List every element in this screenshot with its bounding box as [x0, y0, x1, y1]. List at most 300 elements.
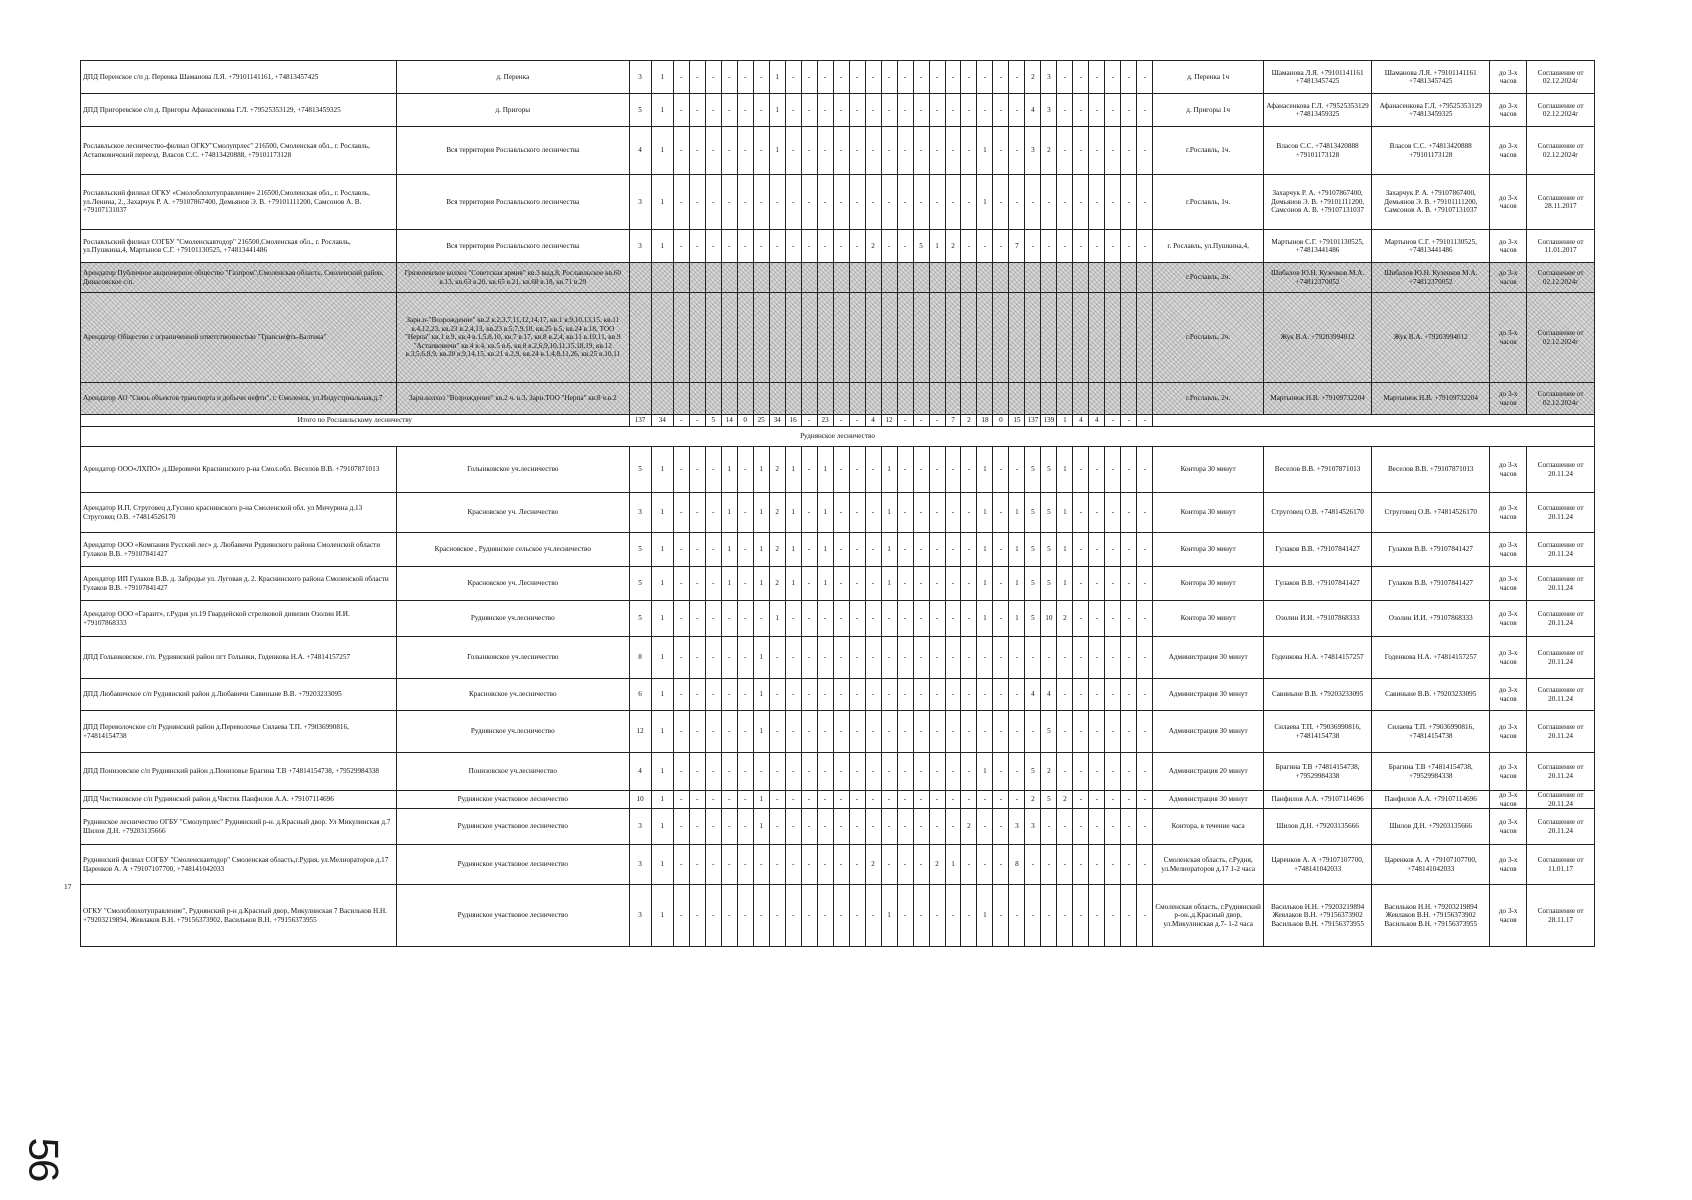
- count-cell: [721, 263, 737, 293]
- count-cell: [929, 383, 945, 415]
- count-cell: -: [849, 94, 865, 127]
- count-cell: -: [913, 637, 929, 679]
- count-cell: [833, 263, 849, 293]
- count-cell: -: [881, 601, 897, 637]
- count-cell: [673, 383, 689, 415]
- table-row: [81, 753, 1595, 791]
- count-cell: -: [1137, 601, 1153, 637]
- time-cell: до 3-х часов: [1490, 230, 1527, 263]
- count-cell: -: [881, 845, 897, 885]
- time-cell: до 3-х часов: [1490, 447, 1527, 493]
- count-cell: -: [721, 791, 737, 809]
- count-cell: -: [961, 753, 977, 791]
- count-cell: -: [689, 61, 705, 94]
- territory-cell: Понизовское уч.лесничество: [397, 753, 629, 791]
- count-cell: -: [945, 61, 961, 94]
- count-cell: [1121, 263, 1137, 293]
- count-cell: [817, 263, 833, 293]
- count-cell: -: [1041, 637, 1057, 679]
- count-cell: -: [737, 127, 753, 175]
- total-cell: -: [833, 415, 849, 427]
- count-cell: 1: [817, 493, 833, 533]
- territory-cell: д. Пригоры: [397, 94, 629, 127]
- arrival-cell: д. Перенка 1ч: [1153, 61, 1264, 94]
- count-cell: -: [961, 230, 977, 263]
- count-cell: -: [817, 885, 833, 947]
- count-cell: [1137, 263, 1153, 293]
- count-cell: -: [833, 885, 849, 947]
- arrival-cell: Контора 30 минут: [1153, 601, 1264, 637]
- total-row: [81, 415, 1595, 427]
- count-cell: -: [1105, 601, 1121, 637]
- count-cell: 1: [721, 533, 737, 567]
- count-cell: -: [961, 94, 977, 127]
- count-cell: 1: [753, 637, 769, 679]
- count-cell: [753, 293, 769, 383]
- count-cell: [1105, 293, 1121, 383]
- agreement-cell: Соглашение от 20.11.24: [1527, 791, 1595, 809]
- count-cell: -: [1057, 753, 1073, 791]
- total-cell: -: [1137, 415, 1153, 427]
- count-cell: -: [865, 711, 881, 753]
- count-cell: -: [865, 637, 881, 679]
- count-cell: -: [881, 61, 897, 94]
- count-cell: -: [753, 845, 769, 885]
- count-cell: 1: [817, 533, 833, 567]
- count-cell: -: [865, 753, 881, 791]
- arrival-cell: Администрация 30 минут: [1153, 791, 1264, 809]
- count-cell: -: [1073, 493, 1089, 533]
- count-cell: 2: [769, 447, 785, 493]
- count-cell: -: [945, 679, 961, 711]
- organization-cell: Арендатор Публичное акционерное общество "Газпром",Смоленская область, Смоленский район, Дивасовское с/п.: [81, 263, 397, 293]
- responsible-cell: Брагина Т.В +74814154738, +79529984338: [1372, 753, 1490, 791]
- organization-cell: ДПД Перенское с/п д. Перенка Шаманова Л.Я. +79101141161, +74813457425: [81, 61, 397, 94]
- count-cell: [817, 383, 833, 415]
- contact-cell: Веселов В.В. +79107871013: [1263, 447, 1371, 493]
- count-cell: [785, 293, 801, 383]
- count-cell: 1: [753, 533, 769, 567]
- table-row: [81, 263, 1595, 293]
- count-cell: 6: [629, 679, 651, 711]
- count-cell: -: [1089, 127, 1105, 175]
- count-cell: -: [801, 533, 817, 567]
- count-cell: -: [1025, 175, 1041, 230]
- count-cell: -: [929, 711, 945, 753]
- count-cell: -: [705, 127, 721, 175]
- count-cell: -: [1105, 567, 1121, 601]
- count-cell: -: [1121, 447, 1137, 493]
- count-cell: -: [1137, 127, 1153, 175]
- total-cell: 139: [1041, 415, 1057, 427]
- count-cell: [721, 383, 737, 415]
- count-cell: -: [673, 809, 689, 845]
- count-cell: -: [897, 885, 913, 947]
- count-cell: -: [833, 711, 849, 753]
- count-cell: [993, 263, 1009, 293]
- territory-cell: Голынковское уч.лесничество: [397, 637, 629, 679]
- count-cell: 1: [651, 447, 673, 493]
- count-cell: -: [721, 679, 737, 711]
- agreement-cell: Соглашение от 02.12.2024г: [1527, 383, 1595, 415]
- count-cell: 3: [1025, 127, 1041, 175]
- count-cell: -: [1057, 711, 1073, 753]
- count-cell: -: [1073, 567, 1089, 601]
- count-cell: -: [785, 94, 801, 127]
- count-cell: -: [881, 127, 897, 175]
- count-cell: 1: [721, 493, 737, 533]
- count-cell: [993, 383, 1009, 415]
- territory-cell: Красновское , Руднянское сельское уч.лесничество: [397, 533, 629, 567]
- count-cell: -: [689, 493, 705, 533]
- count-cell: -: [689, 753, 705, 791]
- count-cell: -: [849, 809, 865, 845]
- total-cell: 4: [865, 415, 881, 427]
- count-cell: -: [1089, 679, 1105, 711]
- count-cell: -: [897, 845, 913, 885]
- count-cell: -: [961, 711, 977, 753]
- count-cell: [1009, 293, 1025, 383]
- count-cell: -: [913, 711, 929, 753]
- agreement-cell: Соглашение от 20.11.24: [1527, 493, 1595, 533]
- total-cell: -: [1121, 415, 1137, 427]
- count-cell: -: [865, 567, 881, 601]
- count-cell: -: [929, 601, 945, 637]
- count-cell: -: [865, 533, 881, 567]
- contact-cell: Гулаков В.В. +79107841427: [1263, 567, 1371, 601]
- time-cell: до 3-х часов: [1490, 679, 1527, 711]
- count-cell: [929, 293, 945, 383]
- count-cell: [753, 263, 769, 293]
- count-cell: 3: [1025, 809, 1041, 845]
- contact-cell: Годенкова Н.А. +74814157257: [1263, 637, 1371, 679]
- count-cell: -: [737, 637, 753, 679]
- count-cell: -: [1009, 175, 1025, 230]
- time-cell: до 3-х часов: [1490, 753, 1527, 791]
- organization-cell: Арендатор Общество с ограниченной ответственностью "Транснефть-Балтика": [81, 293, 397, 383]
- count-cell: -: [1073, 127, 1089, 175]
- count-cell: -: [1105, 447, 1121, 493]
- count-cell: 1: [651, 885, 673, 947]
- count-cell: -: [1009, 637, 1025, 679]
- count-cell: -: [1073, 809, 1089, 845]
- count-cell: -: [817, 601, 833, 637]
- count-cell: -: [1073, 94, 1089, 127]
- count-cell: -: [881, 791, 897, 809]
- count-cell: [769, 263, 785, 293]
- count-cell: 5: [1041, 533, 1057, 567]
- count-cell: -: [833, 533, 849, 567]
- count-cell: -: [801, 845, 817, 885]
- count-cell: -: [705, 809, 721, 845]
- count-cell: -: [849, 230, 865, 263]
- time-cell: до 3-х часов: [1490, 533, 1527, 567]
- count-cell: [961, 263, 977, 293]
- organization-cell: ДПД Переволочское с/п Руднянский район д.Переволочье Силаева Т.П. +79036990816, +74814154738: [81, 711, 397, 753]
- count-cell: -: [865, 127, 881, 175]
- total-cell: -: [1105, 415, 1121, 427]
- count-cell: [833, 383, 849, 415]
- count-cell: -: [737, 601, 753, 637]
- count-cell: -: [1057, 94, 1073, 127]
- count-cell: -: [737, 175, 753, 230]
- count-cell: 1: [651, 809, 673, 845]
- count-cell: -: [1121, 175, 1137, 230]
- count-cell: -: [673, 447, 689, 493]
- count-cell: -: [737, 885, 753, 947]
- count-cell: -: [849, 61, 865, 94]
- count-cell: 1: [1057, 567, 1073, 601]
- responsible-cell: Веселов В.В. +79107871013: [1372, 447, 1490, 493]
- table-row: [81, 383, 1595, 415]
- count-cell: [913, 383, 929, 415]
- count-cell: -: [689, 711, 705, 753]
- count-cell: -: [1089, 753, 1105, 791]
- count-cell: [1073, 383, 1089, 415]
- count-cell: -: [897, 601, 913, 637]
- count-cell: -: [833, 845, 849, 885]
- count-cell: -: [801, 127, 817, 175]
- count-cell: -: [1105, 679, 1121, 711]
- count-cell: -: [801, 637, 817, 679]
- count-cell: 1: [881, 447, 897, 493]
- count-cell: -: [993, 753, 1009, 791]
- count-cell: -: [1073, 753, 1089, 791]
- count-cell: -: [1105, 885, 1121, 947]
- count-cell: 10: [629, 791, 651, 809]
- count-cell: -: [945, 637, 961, 679]
- count-cell: -: [785, 791, 801, 809]
- count-cell: -: [785, 753, 801, 791]
- total-cell: 25: [753, 415, 769, 427]
- count-cell: -: [1089, 791, 1105, 809]
- count-cell: [865, 263, 881, 293]
- count-cell: -: [1073, 711, 1089, 753]
- contact-cell: Шилов Д.Н. +79203135666: [1263, 809, 1371, 845]
- count-cell: 1: [1057, 533, 1073, 567]
- count-cell: 1: [769, 61, 785, 94]
- count-cell: -: [897, 493, 913, 533]
- count-cell: -: [753, 230, 769, 263]
- count-cell: 3: [1041, 94, 1057, 127]
- total-cell: 5: [705, 415, 721, 427]
- count-cell: [737, 383, 753, 415]
- count-cell: -: [1057, 175, 1073, 230]
- count-cell: -: [801, 493, 817, 533]
- count-cell: 2: [929, 845, 945, 885]
- responsible-cell: Жук В.А. +79203994012: [1372, 293, 1490, 383]
- arrival-cell: Контора, в течение часа: [1153, 809, 1264, 845]
- count-cell: -: [881, 809, 897, 845]
- count-cell: [1105, 383, 1121, 415]
- territory-cell: д. Перенка: [397, 61, 629, 94]
- count-cell: 10: [1041, 601, 1057, 637]
- count-cell: -: [945, 533, 961, 567]
- count-cell: -: [961, 637, 977, 679]
- count-cell: -: [833, 809, 849, 845]
- territory-cell: Вся территория Рославльского лесничества: [397, 175, 629, 230]
- arrival-cell: Контора 30 минут: [1153, 533, 1264, 567]
- organization-cell: Руднянский филиал СОГБУ "Смоленскавтодор" Смоленская область,г.Рудня, ул.Мелиораторов д.17 Царенков А. А +79107107700, +748141042033: [81, 845, 397, 885]
- count-cell: -: [929, 447, 945, 493]
- organization-cell: Рославльское лесничество-филиал ОГКУ"Смолупрлес" 216500, Смоленская обл., г. Рославль, Астапковичский переезд. Власов С.С. +74813420888, +79101173128: [81, 127, 397, 175]
- count-cell: -: [673, 127, 689, 175]
- count-cell: -: [993, 493, 1009, 533]
- count-cell: -: [945, 711, 961, 753]
- count-cell: -: [945, 493, 961, 533]
- time-cell: до 3-х часов: [1490, 293, 1527, 383]
- count-cell: 1: [785, 447, 801, 493]
- count-cell: 1: [785, 567, 801, 601]
- count-cell: -: [1137, 711, 1153, 753]
- count-cell: -: [1121, 567, 1137, 601]
- count-cell: 1: [753, 809, 769, 845]
- count-cell: -: [865, 601, 881, 637]
- count-cell: 2: [1057, 791, 1073, 809]
- count-cell: -: [913, 885, 929, 947]
- count-cell: 2: [769, 533, 785, 567]
- agreement-cell: Соглашение от 02.12.2024г: [1527, 263, 1595, 293]
- territory-cell: Зарн.п-"Возрождение" кв.2 в.2,3,7,11,12,14,17, кв.1 в.9,10,13,15, кв.11 в.4,12,23, кв.23 в.2,4,13, кв.23 в.5,7,9,10, кв.25 в.5, кв.24 в.18, ТОО "Нерпа" кв.1 в.9, кв.4 в.1,5,8,10, кв.7 в.17, кв.8 в.2,4, кв.11 в.10,11, кв.9 "Астапковичи" кв.4 в.4, кв.5 в.6, кв.8 в.2,6,9,10,11,15,18,19, кв.12 в.3,5,6,8,9, кв.20 в.9,14,15, кв.21 в.2,9, кв.24 в.1,4,8,11,26, кв.25 в.10,11: [397, 293, 629, 383]
- count-cell: 5: [1025, 753, 1041, 791]
- count-cell: -: [1089, 845, 1105, 885]
- responsible-cell: Шилов Д.Н. +79203135666: [1372, 809, 1490, 845]
- agreement-cell: Соглашение от 28.11.17: [1527, 885, 1595, 947]
- territory-cell: Голынковское уч.лесничество: [397, 447, 629, 493]
- count-cell: 1: [769, 127, 785, 175]
- count-cell: -: [689, 809, 705, 845]
- count-cell: -: [801, 809, 817, 845]
- total-cell: 2: [961, 415, 977, 427]
- count-cell: -: [1057, 637, 1073, 679]
- count-cell: -: [1073, 637, 1089, 679]
- count-cell: -: [817, 753, 833, 791]
- count-cell: -: [1137, 493, 1153, 533]
- count-cell: 5: [629, 447, 651, 493]
- total-cell: 23: [817, 415, 833, 427]
- responsible-cell: Мартынов С.Г. +79101130525, +74813441486: [1372, 230, 1490, 263]
- count-cell: -: [1089, 809, 1105, 845]
- count-cell: 2: [1041, 753, 1057, 791]
- total-cell: 4: [1089, 415, 1105, 427]
- count-cell: -: [865, 679, 881, 711]
- count-cell: -: [673, 791, 689, 809]
- agreement-cell: Соглашение от 20.11.24: [1527, 601, 1595, 637]
- count-cell: 5: [1041, 791, 1057, 809]
- count-cell: -: [1041, 885, 1057, 947]
- table-row: [81, 601, 1595, 637]
- table-row: [81, 447, 1595, 493]
- count-cell: -: [977, 711, 993, 753]
- count-cell: -: [849, 637, 865, 679]
- count-cell: 4: [1025, 94, 1041, 127]
- count-cell: [1041, 383, 1057, 415]
- arrival-cell: г. Рославль, ул.Пушкина,4,: [1153, 230, 1264, 263]
- count-cell: -: [913, 753, 929, 791]
- count-cell: [817, 293, 833, 383]
- count-cell: 1: [881, 493, 897, 533]
- count-cell: -: [673, 61, 689, 94]
- count-cell: -: [817, 175, 833, 230]
- count-cell: -: [897, 94, 913, 127]
- count-cell: 2: [1057, 601, 1073, 637]
- count-cell: -: [673, 567, 689, 601]
- count-cell: -: [1073, 885, 1089, 947]
- count-cell: [1057, 293, 1073, 383]
- count-cell: 1: [651, 791, 673, 809]
- count-cell: -: [705, 711, 721, 753]
- count-cell: -: [689, 230, 705, 263]
- count-cell: -: [721, 637, 737, 679]
- count-cell: -: [1009, 61, 1025, 94]
- total-cell: 34: [651, 415, 673, 427]
- count-cell: [1025, 383, 1041, 415]
- count-cell: -: [881, 753, 897, 791]
- count-cell: -: [1089, 175, 1105, 230]
- count-cell: -: [705, 94, 721, 127]
- count-cell: 1: [769, 94, 785, 127]
- count-cell: 1: [977, 885, 993, 947]
- count-cell: -: [801, 61, 817, 94]
- responsible-cell: Царенков А. А +79107107700, +748141042033: [1372, 845, 1490, 885]
- count-cell: -: [737, 94, 753, 127]
- count-cell: -: [929, 679, 945, 711]
- count-cell: -: [945, 94, 961, 127]
- count-cell: -: [849, 447, 865, 493]
- count-cell: 1: [977, 493, 993, 533]
- count-cell: -: [705, 493, 721, 533]
- count-cell: [849, 263, 865, 293]
- count-cell: -: [817, 230, 833, 263]
- count-cell: 4: [1025, 679, 1041, 711]
- count-cell: -: [945, 127, 961, 175]
- count-cell: -: [817, 94, 833, 127]
- count-cell: -: [1073, 601, 1089, 637]
- count-cell: -: [769, 711, 785, 753]
- count-cell: [651, 263, 673, 293]
- count-cell: [629, 383, 651, 415]
- count-cell: -: [801, 601, 817, 637]
- count-cell: [1137, 383, 1153, 415]
- count-cell: [865, 293, 881, 383]
- count-cell: -: [737, 533, 753, 567]
- count-cell: -: [913, 127, 929, 175]
- count-cell: -: [1137, 679, 1153, 711]
- count-cell: -: [945, 601, 961, 637]
- table-row: [81, 791, 1595, 809]
- time-cell: до 3-х часов: [1490, 885, 1527, 947]
- contact-cell: Власов С.С. +74813420888 +79101173128: [1263, 127, 1371, 175]
- count-cell: [929, 263, 945, 293]
- count-cell: -: [753, 753, 769, 791]
- count-cell: -: [961, 61, 977, 94]
- count-cell: -: [929, 637, 945, 679]
- count-cell: -: [1121, 637, 1137, 679]
- count-cell: -: [1105, 493, 1121, 533]
- count-cell: 3: [629, 61, 651, 94]
- count-cell: -: [801, 753, 817, 791]
- count-cell: [721, 293, 737, 383]
- table-row: [81, 885, 1595, 947]
- count-cell: -: [721, 61, 737, 94]
- count-cell: -: [961, 175, 977, 230]
- count-cell: -: [1121, 791, 1137, 809]
- count-cell: -: [849, 175, 865, 230]
- count-cell: -: [801, 711, 817, 753]
- organization-cell: Арендатор ООО «Гарант», г.Рудня ул.19 Гвардейской стрелковой дивизии Озолин И.И. +79107868333: [81, 601, 397, 637]
- count-cell: [945, 263, 961, 293]
- count-cell: -: [817, 809, 833, 845]
